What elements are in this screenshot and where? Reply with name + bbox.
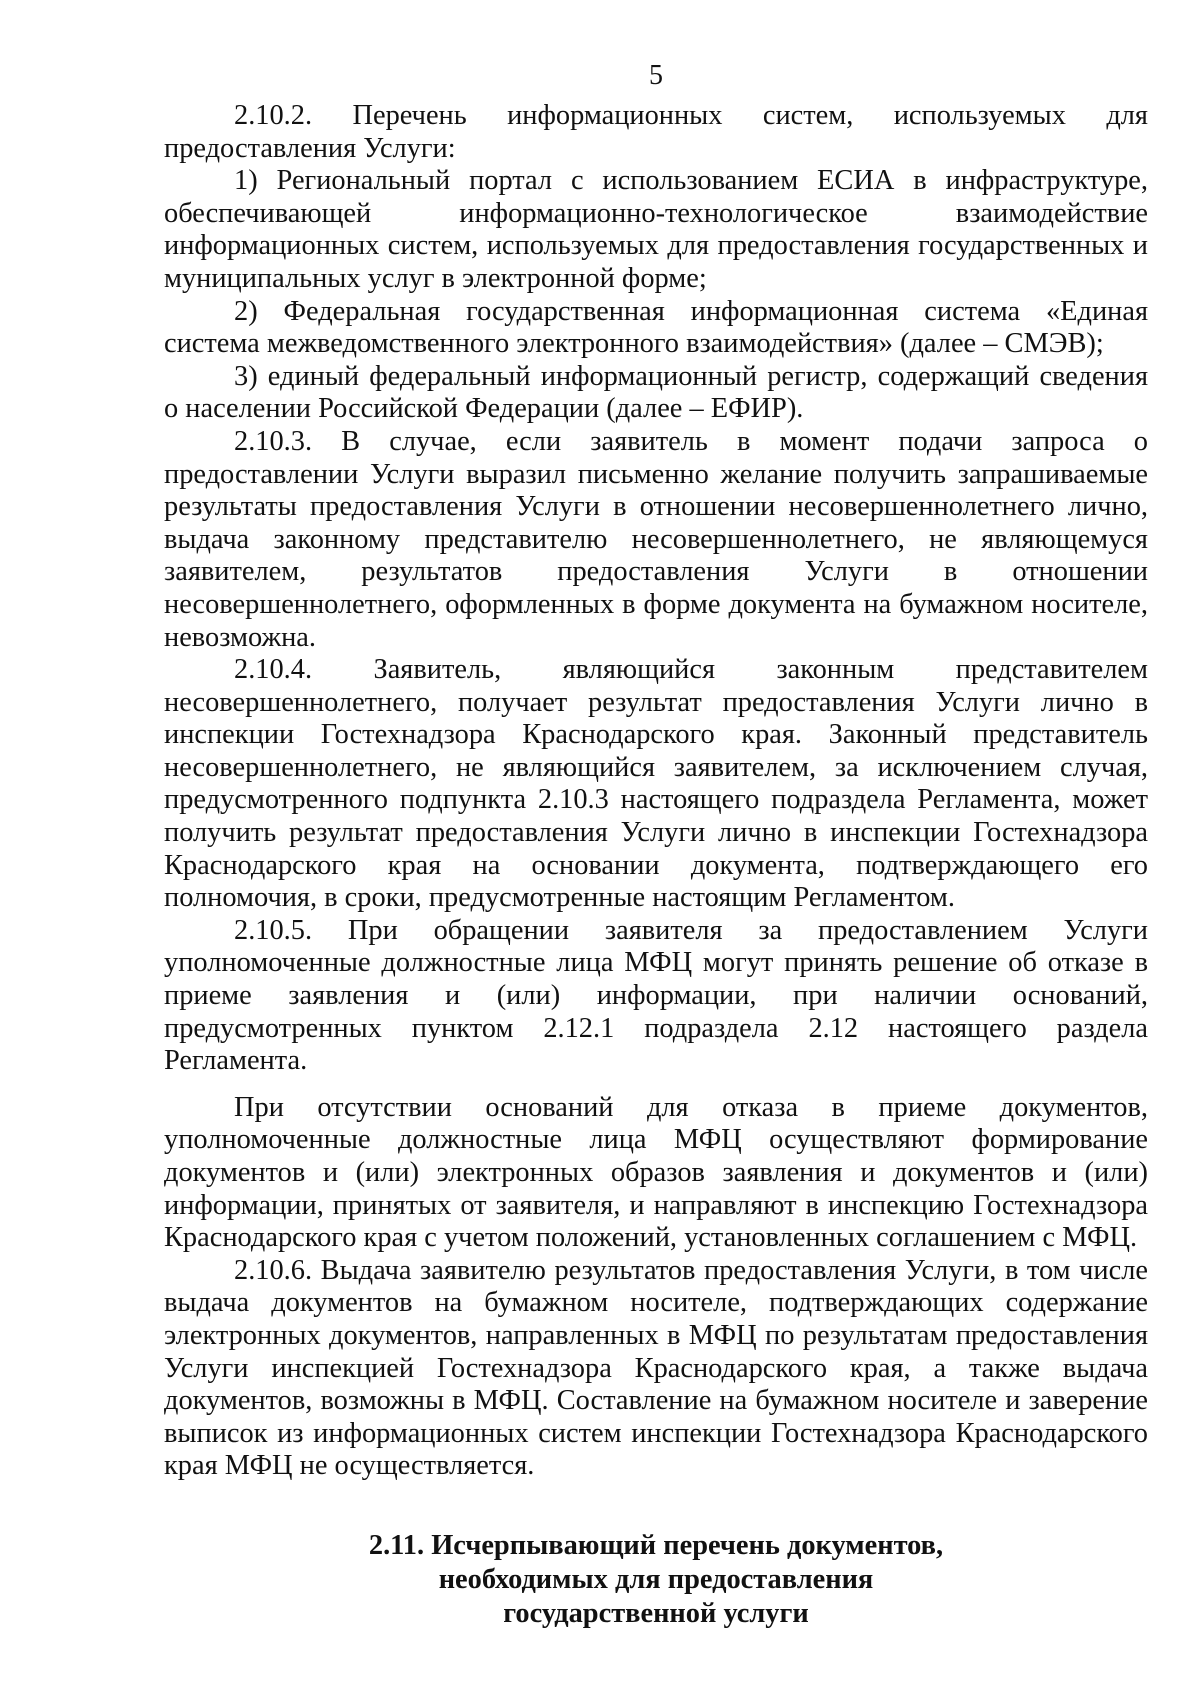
section-heading-line-3: государственной услуги [503,1597,809,1629]
paragraph-2-10-2: 2.10.2. Перечень информационных систем, используемых для предоставления Услуги: [164,100,1148,164]
paragraph-2-10-5: 2.10.5. При обращении заявителя за предоставлением Услуги уполномоченные должностные лица МФЦ могут принять решение об отказе в приеме заявления и (или) информации, при наличии оснований, предусмотренных пунктом 2.12.1 подраздела 2.12 настоящего раздела Регламента. [164,914,1148,1077]
paragraph-2-10-4: 2.10.4. Заявитель, являющийся законным представителем несовершеннолетнего, получает результат предоставления Услуги лично в инспекции Гостехнадзора Краснодарского края. Законный представитель несовершеннолетнего, не являющийся заявителем, за исключением случая, предусмотренного подпункта 2.10.3 настоящего подраздела Регламента, может получить результат предоставления Услуги лично в инспекции Гостехнадзора Краснодарского края на основании документа, подтверждающего его полномочия, в сроки, предусмотренные настоящим Регламентом. [164,654,1148,914]
section-heading-2-11 [164,1529,1148,1631]
document-page [164,56,1148,1631]
section-heading-line-2: необходимых для предоставления [438,1563,874,1595]
page-number: 5 [649,60,663,91]
paragraph-2-10-6: 2.10.6. Выдача заявителю результатов предоставления Услуги, в том числе выдача документов на бумажном носителе, подтверждающих содержание электронных документов, направленных в МФЦ по результатам предоставления Услуги инспекцией Гостехнадзора Краснодарского края, а также выдача документов, возможны в МФЦ. Составление на бумажном носителе и заверение выписок из информационных систем инспекции Гостехнадзора Краснодарского края МФЦ не осуществляется. [164,1254,1148,1482]
list-item-1: 1) Региональный портал с использованием ЕСИА в инфраструктуре, обеспечивающей информационно-технологическое взаимодействие информационных систем, используемых для предоставления государственных и муниципальных услуг в электронной форме; [164,165,1148,294]
paragraph-2-10-5-continued: При отсутствии оснований для отказа в приеме документов, уполномоченные должностные лица МФЦ осуществляют формирование документов и (или) электронных образов заявления и документов и (или) информации, принятых от заявителя, и направляют в инспекцию Гостехнадзора Краснодарского края с учетом положений, установленных соглашением с МФЦ. [164,1091,1148,1254]
list-item-2: 2) Федеральная государственная информационная система «Единая система межведомственного электронного взаимодействия» (далее – СМЭВ); [164,295,1148,360]
paragraph-2-10-3: 2.10.3. В случае, если заявитель в момент подачи запроса о предоставлении Услуги выразил письменно желание получить запрашиваемые результаты предоставления Услуги в отношении несовершеннолетнего лично, выдача законному представителю несовершеннолетнего, не являющемуся заявителем, результатов предоставления Услуги в отношении несовершеннолетнего, оформленных в форме документа на бумажном носителе, невозможна. [164,425,1148,653]
section-heading-line-1: 2.11. Исчерпывающий перечень документов, [368,1529,944,1561]
list-item-3: 3) единый федеральный информационный регистр, содержащий сведения о населении Российской Федерации (далее – ЕФИР). [164,360,1148,425]
